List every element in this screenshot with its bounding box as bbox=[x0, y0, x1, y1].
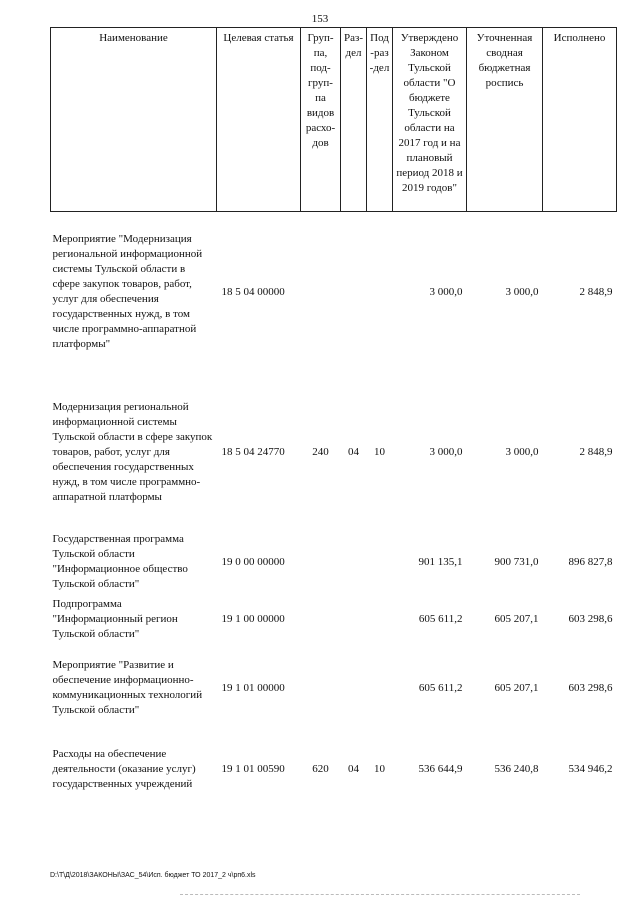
footer-file-path: D:\Т\Д\2018\ЗАКОНЫ\ЗАС_54\Исп. бюджет ТО 2017_2 ч\рп6.xls bbox=[50, 872, 256, 879]
row-refined: 900 731,0 bbox=[494, 555, 539, 568]
row-subsection bbox=[367, 646, 393, 730]
row-name: Мероприятие "Модернизация региональной информационной системы Тульской области в сфере закупок товаров, работ, услуг для обеспечения государственных нужд, в том числе программно-аппаратной платформы" bbox=[52, 233, 203, 350]
row-approved: 605 611,2 bbox=[418, 681, 463, 694]
header-name: Наименование bbox=[51, 28, 217, 212]
header-group: Груп-па, под-груп-па видов расхо-дов bbox=[301, 28, 341, 212]
header-target: Целевая статья bbox=[217, 28, 301, 212]
row-code: 19 1 00 00000 bbox=[221, 612, 285, 625]
row-approved: 536 644,9 bbox=[418, 762, 463, 775]
table-row bbox=[51, 532, 617, 592]
row-code: 19 0 00 00000 bbox=[221, 555, 285, 568]
row-subsection: 10 bbox=[374, 445, 385, 458]
row-section bbox=[341, 532, 367, 592]
table-header-row bbox=[51, 28, 617, 212]
row-name: Модернизация региональной информационной системы Тульской области в сфере закупок товаров, работ, услуг для обеспечения государственных нужд, в том числе программно-аппаратной платформы bbox=[52, 400, 213, 503]
row-refined: 605 207,1 bbox=[494, 681, 539, 694]
header-refined: Уточненная сводная бюджетная роспись bbox=[467, 28, 543, 212]
row-code: 19 1 01 00590 bbox=[221, 762, 285, 775]
row-name: Государственная программа Тульской области "Информационное общество Тульской области" bbox=[52, 533, 188, 590]
row-executed: 2 848,9 bbox=[579, 285, 613, 298]
footer-divider bbox=[180, 894, 580, 895]
row-name: Расходы на обеспечение деятельности (оказание услуг) государственных учреждений bbox=[52, 747, 196, 790]
row-code: 18 5 04 24770 bbox=[221, 445, 285, 458]
row-refined: 3 000,0 bbox=[505, 445, 539, 458]
table-row bbox=[51, 646, 617, 730]
row-group bbox=[301, 646, 341, 730]
row-section bbox=[341, 646, 367, 730]
row-group bbox=[301, 532, 341, 592]
row-section: 04 bbox=[348, 762, 359, 775]
row-executed: 603 298,6 bbox=[568, 612, 613, 625]
row-section bbox=[341, 592, 367, 646]
table-row bbox=[51, 730, 617, 808]
row-approved: 3 000,0 bbox=[429, 445, 463, 458]
row-group: 240 bbox=[312, 445, 329, 458]
header-executed: Исполнено bbox=[543, 28, 617, 212]
row-executed: 603 298,6 bbox=[568, 681, 613, 694]
page-number: 153 bbox=[311, 13, 329, 25]
row-refined: 3 000,0 bbox=[505, 285, 539, 298]
row-subsection: 10 bbox=[374, 762, 385, 775]
row-executed: 896 827,8 bbox=[568, 555, 613, 568]
row-section bbox=[341, 212, 367, 373]
row-group: 620 bbox=[312, 762, 329, 775]
header-subsection: Под-раз-дел bbox=[367, 28, 393, 212]
table-row bbox=[51, 212, 617, 373]
row-executed: 534 946,2 bbox=[568, 762, 613, 775]
row-approved: 3 000,0 bbox=[429, 285, 463, 298]
row-approved: 605 611,2 bbox=[418, 612, 463, 625]
row-subsection bbox=[367, 532, 393, 592]
table-row bbox=[51, 372, 617, 532]
row-name: Мероприятие "Развитие и обеспечение информационно-коммуникационных технологий Тульской области" bbox=[52, 659, 203, 716]
row-group bbox=[301, 592, 341, 646]
budget-table bbox=[50, 27, 617, 808]
row-executed: 2 848,9 bbox=[579, 445, 613, 458]
row-code: 18 5 04 00000 bbox=[221, 285, 285, 298]
row-refined: 536 240,8 bbox=[494, 762, 539, 775]
table-row bbox=[51, 592, 617, 646]
row-code: 19 1 01 00000 bbox=[221, 681, 285, 694]
row-subsection bbox=[367, 592, 393, 646]
row-subsection bbox=[367, 212, 393, 373]
header-section: Раз-дел bbox=[341, 28, 367, 212]
header-approved: Утверждено Законом Тульской области "О бюджете Тульской области на 2017 год и на плановый период 2018 и 2019 годов" bbox=[393, 28, 467, 212]
row-approved: 901 135,1 bbox=[418, 555, 463, 568]
row-section: 04 bbox=[348, 445, 359, 458]
row-group bbox=[301, 212, 341, 373]
row-name: Подпрограмма "Информационный регион Тульской области" bbox=[52, 597, 178, 640]
row-refined: 605 207,1 bbox=[494, 612, 539, 625]
